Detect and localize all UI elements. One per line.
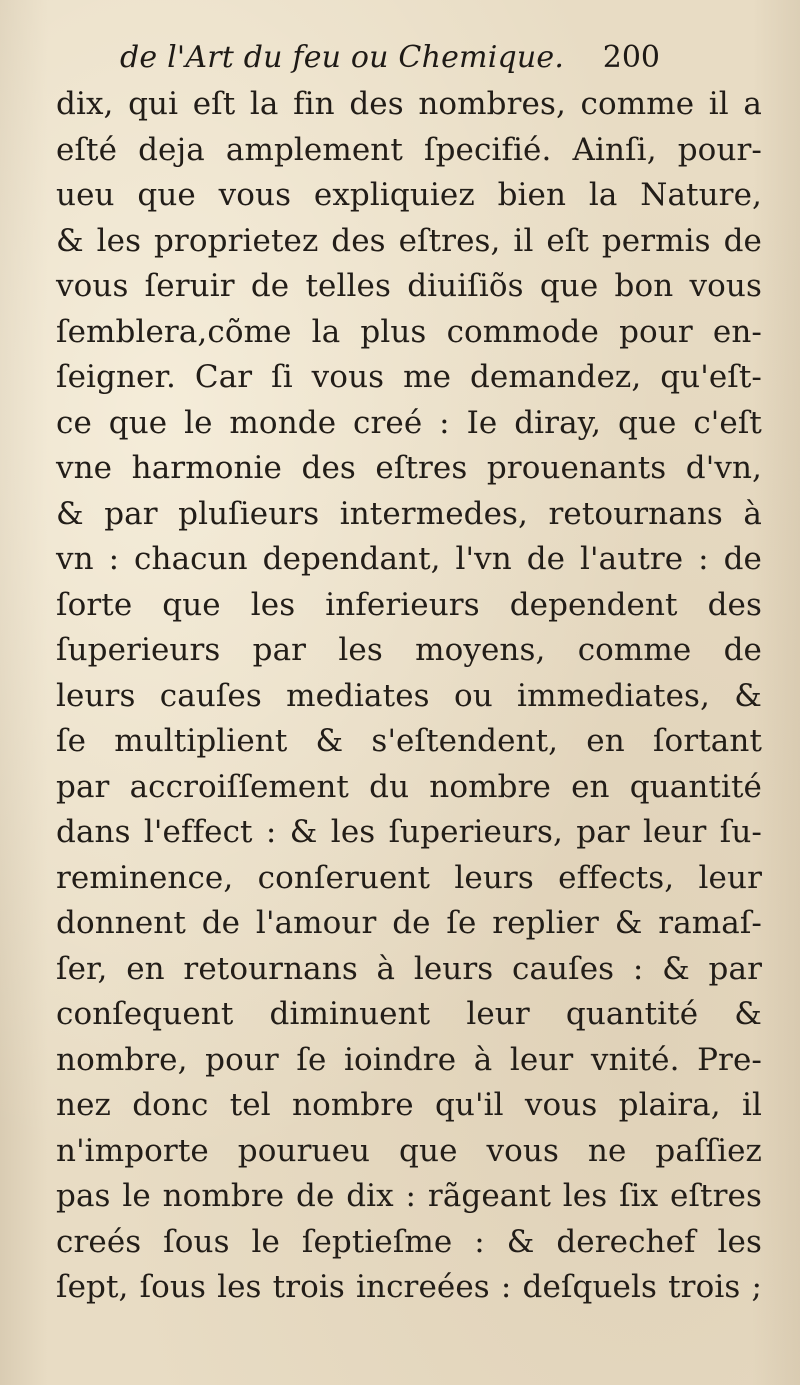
text-line: n'importe pourueu que vous ne paſſiez bbox=[56, 1132, 762, 1169]
page-number: 200 bbox=[602, 40, 660, 75]
text-line: dix, qui eſt la fin des nombres, comme il a bbox=[56, 86, 762, 122]
running-title: de l'Art du feu ou Chemique. bbox=[120, 40, 565, 75]
text-line: ſemblera,cõme la plus commode pour en- bbox=[56, 313, 762, 350]
body-text bbox=[56, 82, 762, 1311]
text-line: par accroiſſement du nombre en quantité bbox=[56, 768, 762, 805]
text-line: dans l'effect : & les ſuperieurs, par leur ſu- bbox=[56, 814, 762, 850]
text-line: & par pluſieurs intermedes, retournans à bbox=[56, 495, 762, 532]
text-line: conſequent diminuent leur quantité & bbox=[56, 996, 762, 1032]
text-line: & les proprietez des eſtres, il eſt permis de bbox=[56, 222, 762, 259]
text-line: eſté deja amplement ſpecifié. Ainſi, pour- bbox=[56, 131, 762, 168]
text-line: donnent de l'amour de ſe replier & ramaſ- bbox=[56, 905, 762, 941]
text-line: nombre, pour ſe ioindre à leur vnité. Pre- bbox=[56, 1041, 762, 1078]
running-head bbox=[120, 40, 660, 78]
text-line: pas le nombre de dix : rãgeant les ſix eſtres bbox=[56, 1178, 762, 1214]
text-line: creés ſous le ſeptieſme : & derechef les bbox=[56, 1223, 762, 1260]
text-line: ſorte que les inferieurs dependent des bbox=[56, 586, 762, 623]
text-line: ſuperieurs par les moyens, comme de bbox=[56, 632, 762, 668]
text-line: ce que le monde creé : Ie diray, que c'eſt bbox=[56, 404, 762, 441]
text-line: vne harmonie des eſtres prouenants d'vn, bbox=[56, 450, 762, 486]
text-line: leurs cauſes mediates ou immediates, & bbox=[56, 677, 762, 714]
text-line: vn : chacun dependant, l'vn de l'autre : de bbox=[56, 541, 762, 577]
text-line: vous ſeruir de telles diuiſiõs que bon vous bbox=[56, 268, 762, 304]
text-line: reminence, conſeruent leurs effects, leur bbox=[56, 859, 762, 896]
text-line: ſe multiplient & s'eſtendent, en ſortant bbox=[56, 723, 762, 759]
text-line: ſept, ſous les trois increées : deſquels trois ; bbox=[56, 1269, 762, 1305]
text-line: ſeigner. Car ſi vous me demandez, qu'eſt- bbox=[56, 359, 762, 395]
text-line: ueu que vous expliquiez bien la Nature, bbox=[56, 177, 762, 213]
text-line: ſer, en retournans à leurs cauſes : & par bbox=[56, 950, 762, 987]
text-line: nez donc tel nombre qu'il vous plaira, il bbox=[56, 1087, 762, 1123]
